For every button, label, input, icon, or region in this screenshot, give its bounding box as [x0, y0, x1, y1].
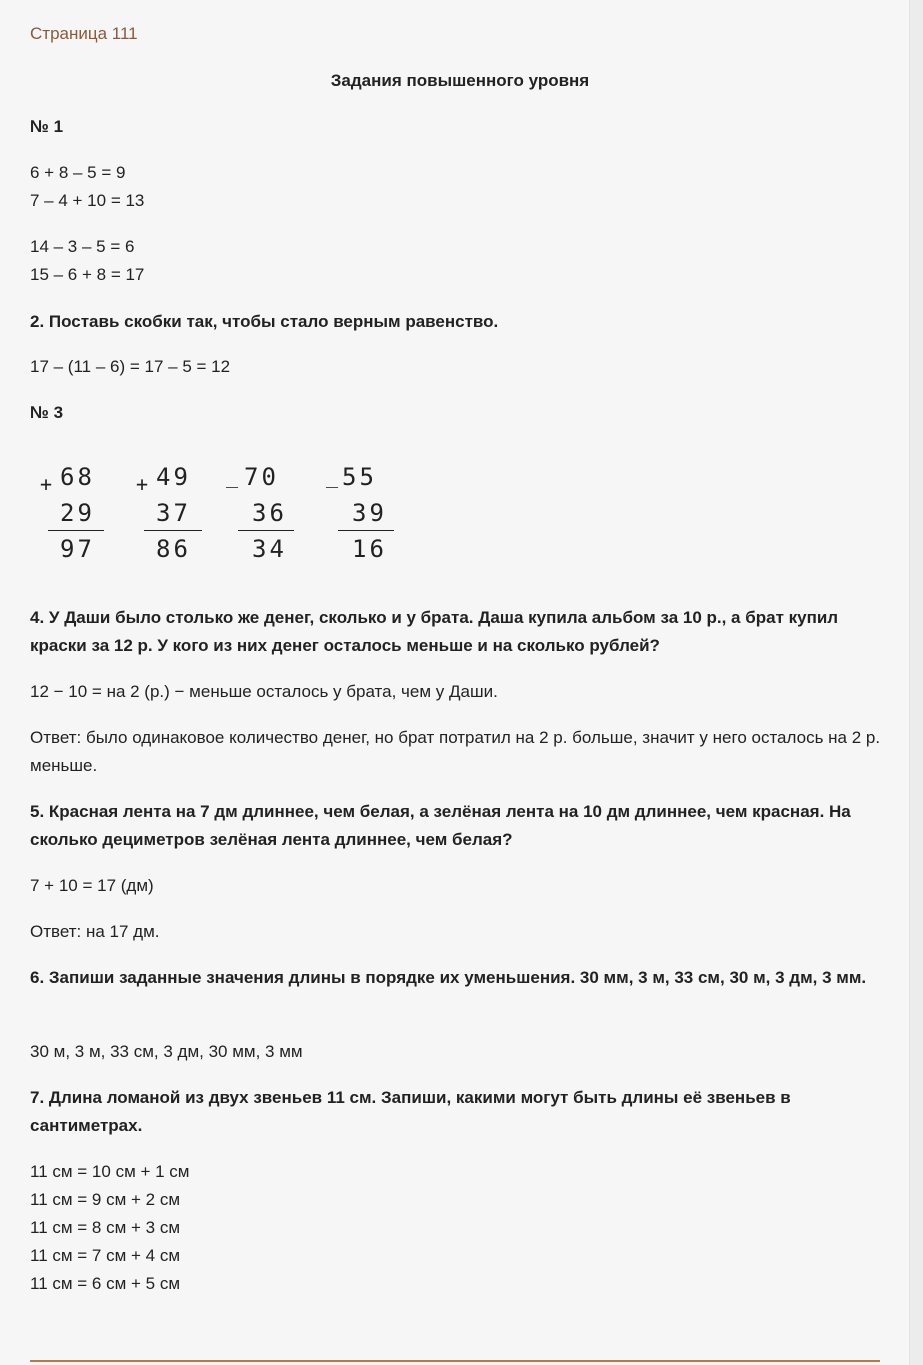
- task6-heading: 6. Запиши заданные значения длины в порядке их уменьшения. 30 мм, 3 м, 33 см, 30 м, 3 дм, 3 мм.: [30, 968, 867, 987]
- task5-answer: Ответ: на 17 дм.: [30, 922, 160, 941]
- column-calc: [226, 458, 296, 568]
- task7-line: 11 см = 7 см + 4 см: [30, 1246, 181, 1265]
- task3-heading: № 3: [30, 403, 64, 422]
- column-calc: [40, 458, 110, 568]
- task2-heading: 2. Поставь скобки так, чтобы стало верным равенство.: [30, 312, 499, 331]
- task5-solution: 7 + 10 = 17 (дм): [30, 876, 154, 895]
- task6-answer: 30 м, 3 м, 33 см, 3 дм, 30 мм, 3 мм: [30, 1042, 303, 1061]
- column-calc: [326, 458, 396, 568]
- plus-sign: +: [40, 472, 53, 496]
- task7-heading: 7. Длина ломаной из двух звеньев 11 см. Запиши, какими могут быть длины её звеньев в сантиметрах.: [30, 1088, 791, 1135]
- calc-result: 34: [252, 535, 287, 563]
- task1-line: 7 – 4 + 10 = 13: [30, 191, 145, 210]
- bottom-divider: [30, 1360, 880, 1362]
- section-title: Задания повышенного уровня: [330, 71, 590, 90]
- task4-solution: 12 − 10 = на 2 (р.) − меньше осталось у брата, чем у Даши.: [30, 682, 498, 701]
- page-label: Страница 111: [30, 24, 138, 43]
- calc-result: 97: [60, 535, 95, 563]
- task5-heading: 5. Красная лента на 7 дм длиннее, чем белая, а зелёная лента на 10 дм длиннее, чем красная. На сколько дециметров зелёная лента длиннее, чем белая?: [30, 802, 851, 849]
- column-calculations: [40, 458, 420, 568]
- calc-result: 86: [156, 535, 191, 563]
- task7-line: 11 см = 10 см + 1 см: [30, 1162, 190, 1181]
- calc-result: 16: [352, 535, 387, 563]
- task4-answer: Ответ: было одинаковое количество денег, но брат потратил на 2 р. больше, значит у него осталось на 2 р. меньше.: [30, 728, 881, 775]
- task7-line: 11 см = 9 см + 2 см: [30, 1190, 181, 1209]
- calc-divider: [338, 530, 394, 531]
- calc-bottom-number: 36: [252, 499, 287, 527]
- task1-heading: № 1: [30, 117, 64, 136]
- calc-top-number: 49: [156, 463, 191, 491]
- calc-bottom-number: 37: [156, 499, 191, 527]
- calc-divider: [48, 530, 104, 531]
- task1-line: 15 – 6 + 8 = 17: [30, 265, 145, 284]
- minus-sign: _: [226, 464, 239, 488]
- scrollbar-track[interactable]: [909, 0, 923, 1365]
- task7-line: 11 см = 8 см + 3 см: [30, 1218, 181, 1237]
- calc-divider: [144, 530, 202, 531]
- task1-line: 6 + 8 – 5 = 9: [30, 163, 126, 182]
- calc-top-number: 55: [342, 463, 377, 491]
- column-calc: [136, 458, 206, 568]
- plus-sign: +: [136, 472, 149, 496]
- task7-line: 11 см = 6 см + 5 см: [30, 1274, 181, 1293]
- task1-line: 14 – 3 – 5 = 6: [30, 237, 135, 256]
- task2-answer: 17 – (11 – 6) = 17 – 5 = 12: [30, 357, 231, 376]
- calc-top-number: 70: [244, 463, 279, 491]
- calc-divider: [238, 530, 294, 531]
- task4-heading: 4. У Даши было столько же денег, сколько и у брата. Даша купила альбом за 10 р., а брат купил краски за 12 р. У кого из них денег осталось меньше и на сколько рублей?: [30, 608, 839, 655]
- calc-bottom-number: 39: [352, 499, 387, 527]
- calc-top-number: 68: [60, 463, 95, 491]
- calc-bottom-number: 29: [60, 499, 95, 527]
- minus-sign: _: [326, 464, 339, 488]
